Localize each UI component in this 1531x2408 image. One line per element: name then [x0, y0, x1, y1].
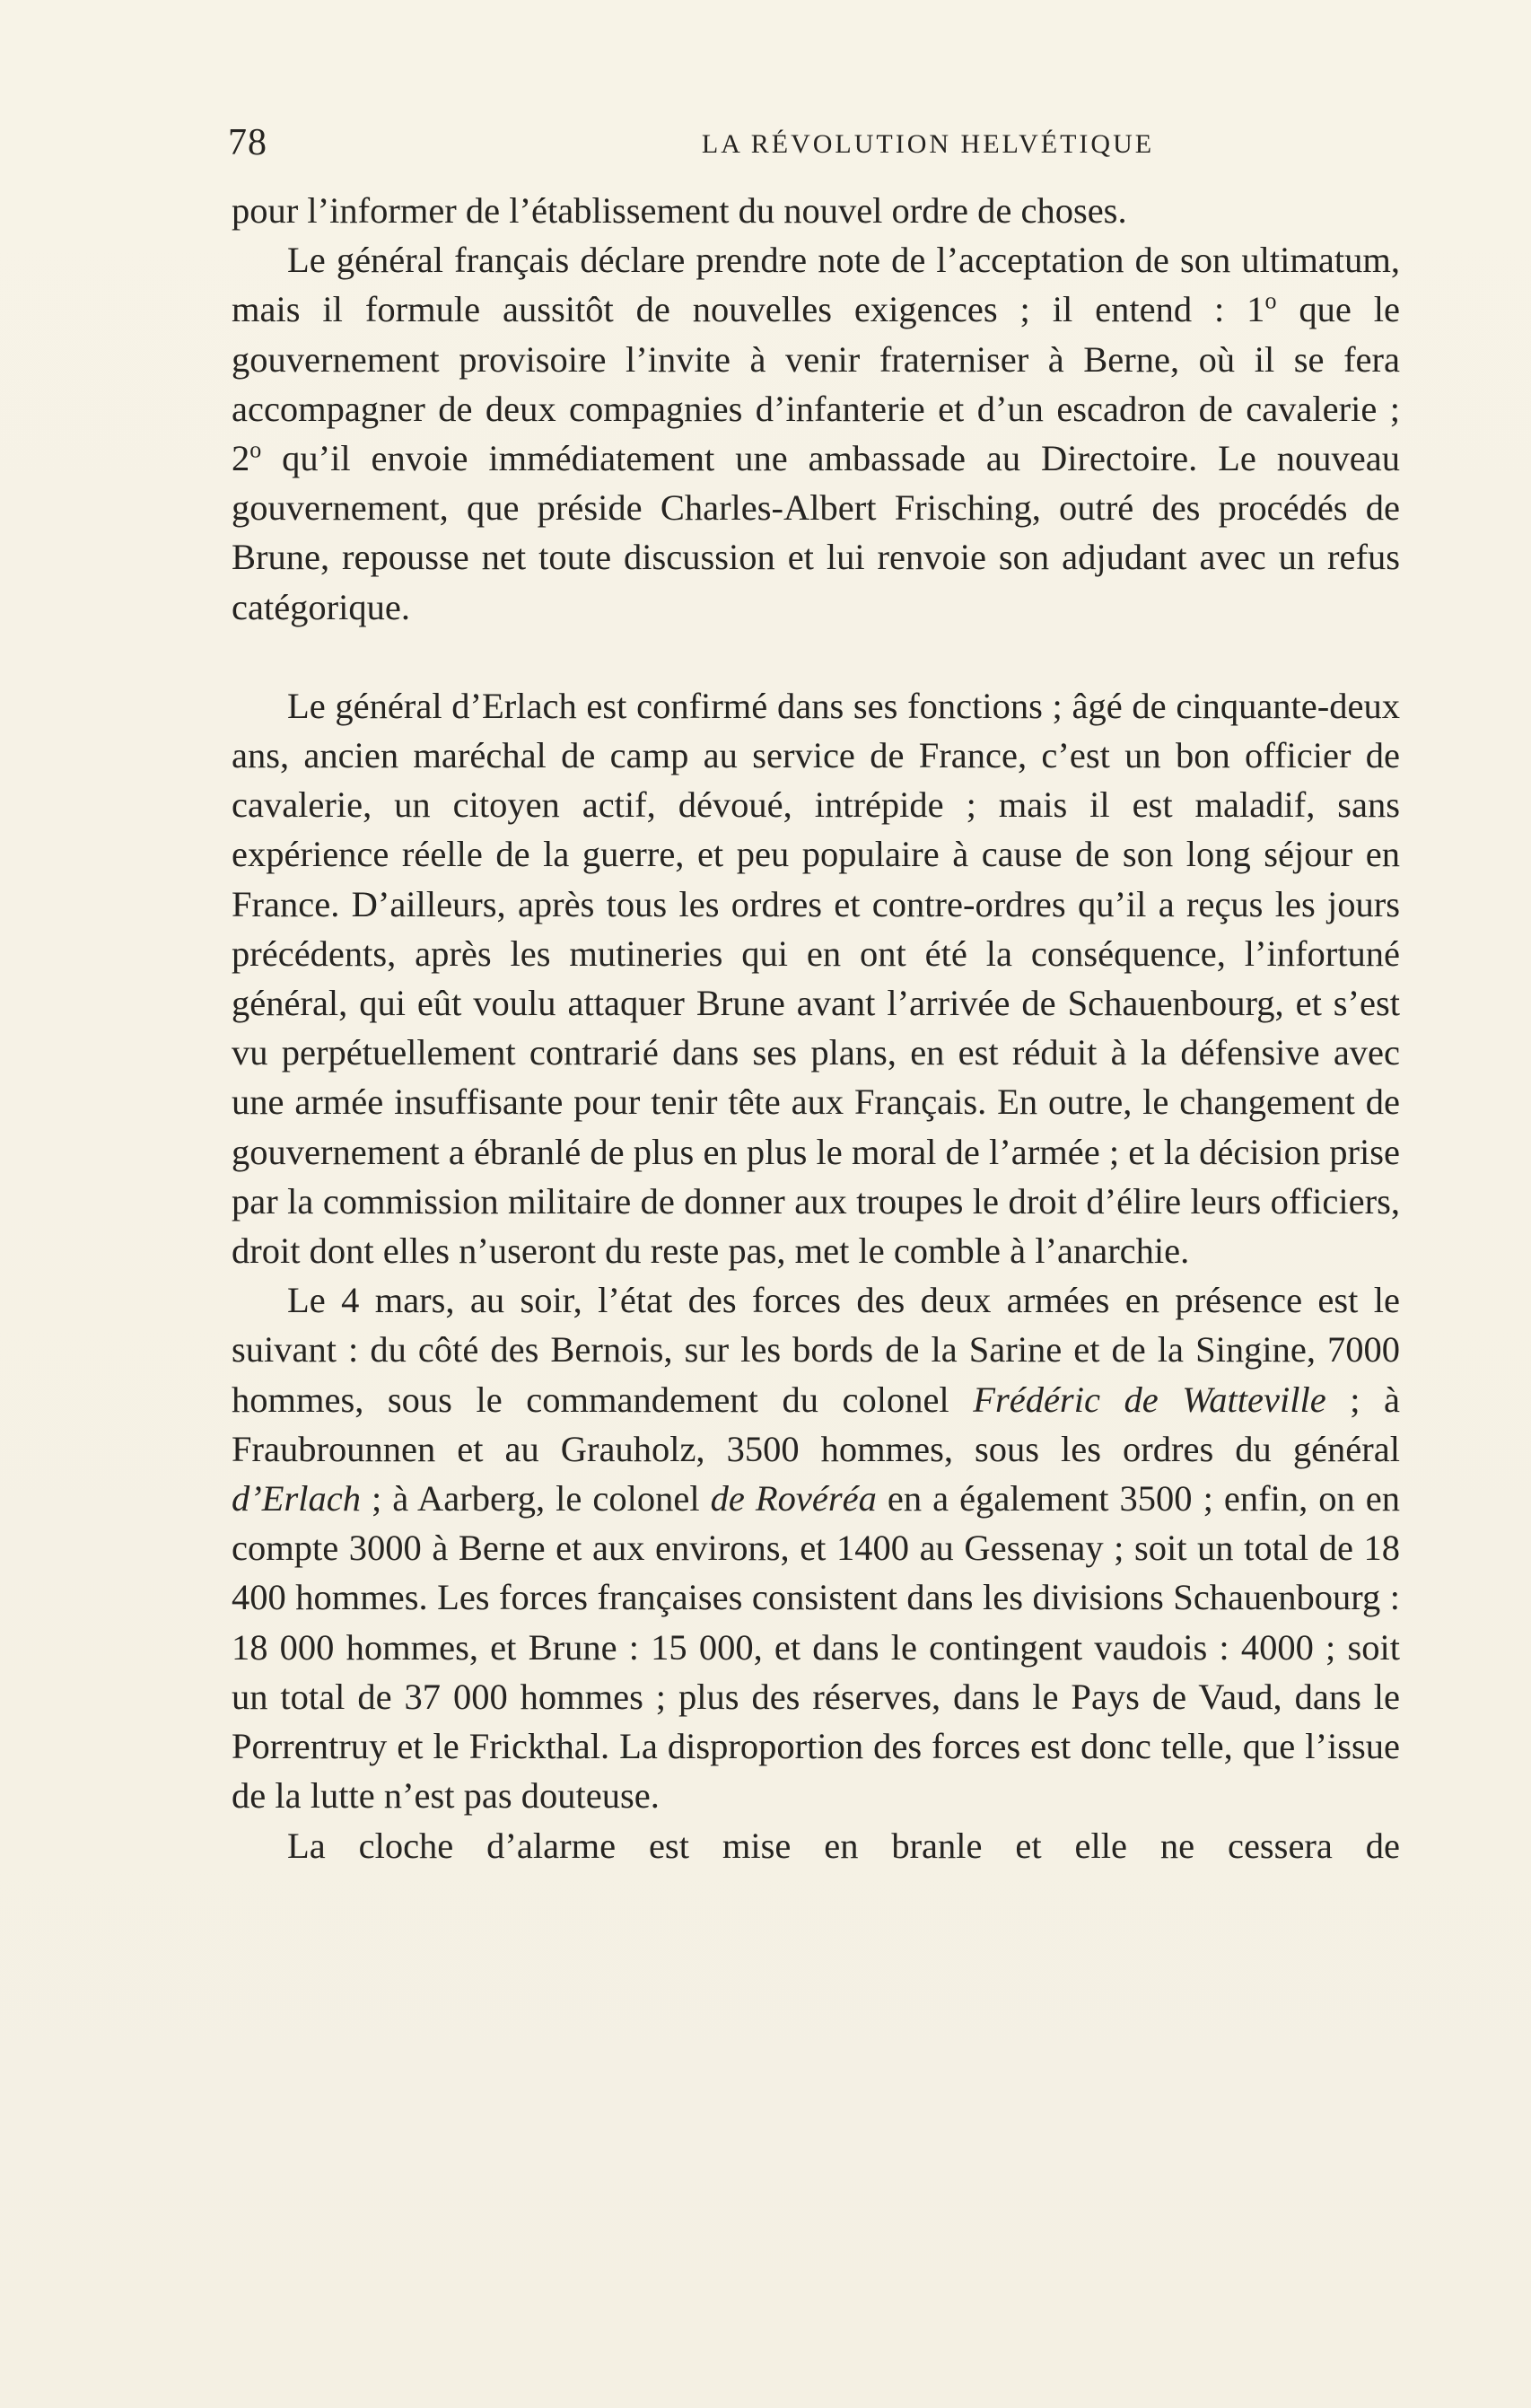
- paragraph-erlach: Le général d’Erlach est confirmé dans ses fonctions ; âgé de cinquante-deux ans, ancien maréchal de camp au service de France, c’est un bon officier de cavalerie, un citoyen actif, dévoué, intrépide ; mais il est maladif, sans expérience réelle de la guerre, et peu populaire à cause de son long séjour en France. D’ailleurs, après tous les ordres et contre-ordres qu’il a reçus les jours précédents, après les mutineries qui en ont été la conséquence, l’infortuné général, qui eût voulu attaquer Brune avant l’arrivée de Schauenbourg, et s’est vu perpétuellement contrarié dans ses plans, en est réduit à la défensive avec une armée insuffisante pour tenir tête aux Français. En outre, le changement de gouvernement a ébranlé de plus en plus le moral de l’armée ; et la décision prise par la commission militaire de donner aux troupes le droit d’élire leurs officiers, droit dont elles n’useront du reste pas, met le comble à l’anarchie.: [232, 685, 1400, 1272]
- paragraph-ultimatum: [232, 235, 1400, 632]
- ordinal-superscript: o: [249, 436, 262, 463]
- person-name-rovere: de Rovéréa: [710, 1478, 877, 1519]
- page-body: [232, 186, 1400, 1870]
- person-name-watteville: Frédéric de Watteville: [973, 1379, 1326, 1420]
- paragraph-text: qu’il envoie immédiatement une ambassade au Directoire. Le nouveau gouvernement, que préside Charles-Albert Frisching, outré des procédés de Brune, repousse net toute discussion et lui renvoie son adjudant avec un refus catégorique.: [232, 438, 1400, 627]
- person-name-erlach: d’Erlach: [232, 1478, 361, 1519]
- paragraph-alarm: La cloche d’alarme est mise en branle et elle ne cessera de: [287, 1825, 1400, 1866]
- paragraph-text: que le gouvernement provisoire l’invite à venir fraterniser à Berne, où il se fera accompagner de deux compagnies d’infanterie et d’un escadron de cavalerie ; 2: [232, 289, 1400, 479]
- paragraph-text: Le général français déclare prendre note de l’acceptation de son ultimatum, mais il formule aussitôt de nouvelles exigences ; il entend : 1: [232, 240, 1400, 330]
- paragraph-forces: [232, 1275, 1400, 1820]
- ordinal-superscript: o: [1264, 287, 1277, 314]
- paragraph-continuation: pour l’informer de l’établissement du nouvel ordre de choses.: [232, 190, 1127, 231]
- paragraph-text: Le 4 mars, au soir, l’état des forces des deux armées en présence est le suivant : du côté des Bernois, sur les bords de la Sarine et de la Singine, 7000 hommes, sous le commandement du colonel: [232, 1280, 1400, 1420]
- paragraph-text: en a également 3500 ; enfin, on en compte 3000 à Berne et aux environs, et 1400 au Gessenay ; soit un total de 18 400 hommes. Les forces françaises consistent dans les divisions Schauenbourg : 18 000 hommes, et Brune : 15 000, et dans le contingent vaudois : 4000 ; soit un total de 37 000 hommes ; plus des réserves, dans le Pays de Vaud, dans le Porrentruy et le Frickthal. La disproportion des forces est donc telle, que l’issue de la lutte n’est pas douteuse.: [232, 1478, 1400, 1817]
- paragraph-text: ; à Fraubrounnen et au Grauholz, 3500 hommes, sous les ordres du général: [232, 1379, 1401, 1469]
- page-number: 78: [228, 122, 267, 163]
- running-title: LA RÉVOLUTION HELVÉTIQUE: [701, 129, 1155, 159]
- paragraph-text: ; à Aarberg, le colonel: [360, 1478, 711, 1519]
- page-header: [228, 121, 1404, 164]
